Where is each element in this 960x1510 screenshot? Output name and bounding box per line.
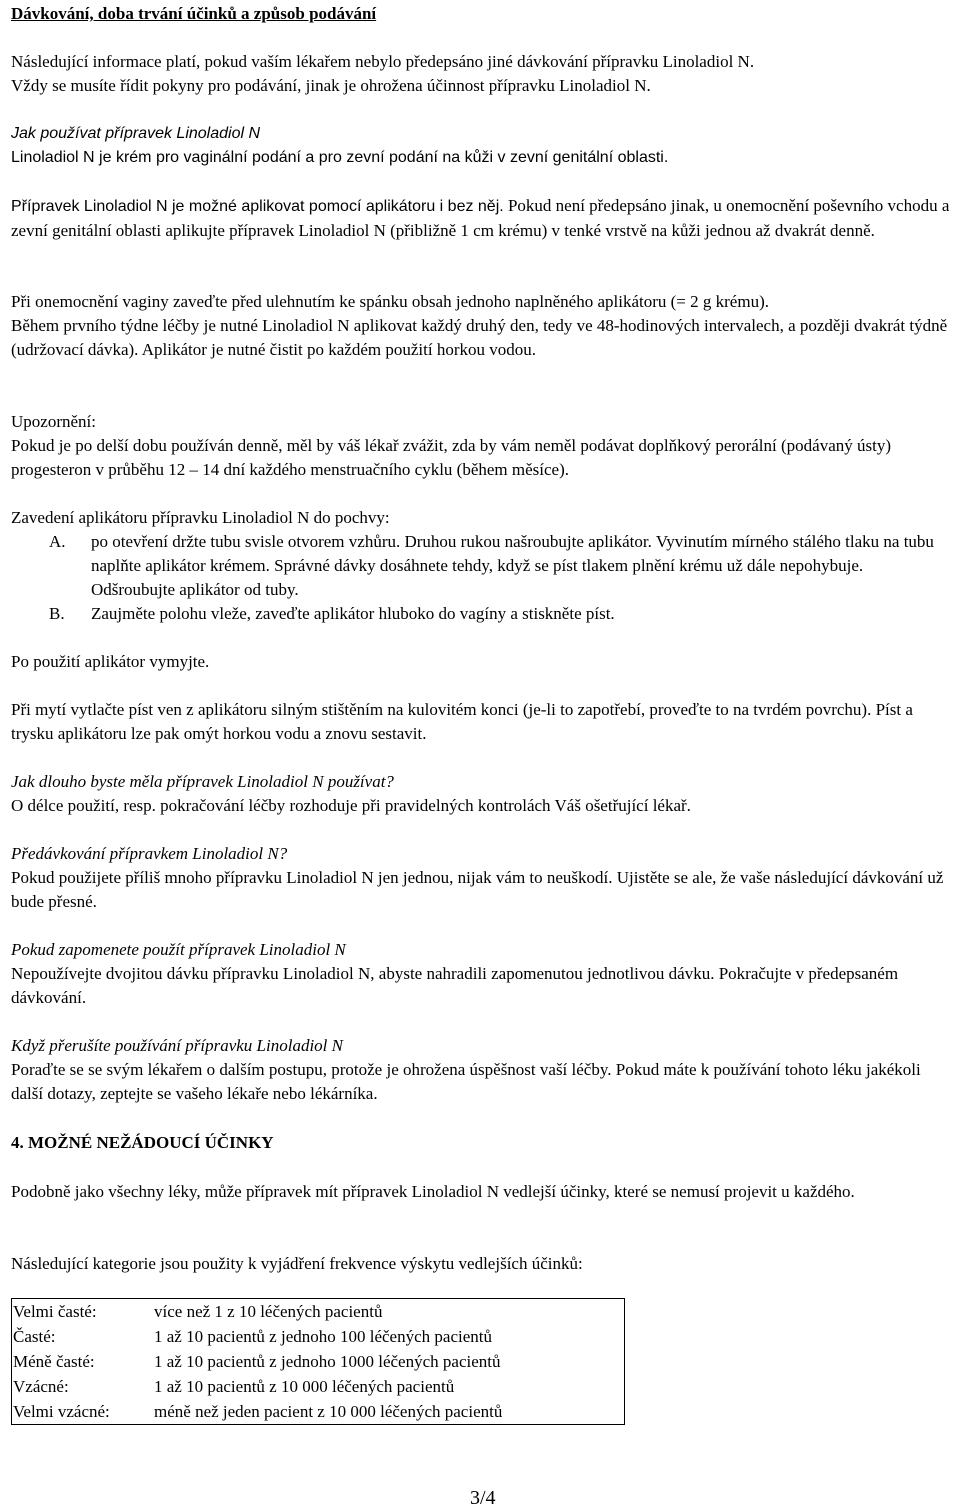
table-row [12,1324,625,1349]
freq-value: 1 až 10 pacientů z 10 000 léčených pacientů [154,1377,455,1396]
forgot-text: Nepoužívejte dvojitou dávku přípravku Linoladiol N, abyste nahradili zapomenutou jednotlivou dávku. Pokračujte v předepsaném dávkování. [11,964,899,1007]
frequency-table [11,1298,625,1425]
overdose-block [11,842,951,914]
insertion-step [11,602,951,626]
freq-label: Vzácné: [13,1377,69,1396]
duration-text: O délce použití, resp. pokračování léčby rozhoduje při pravidelných kontrolách Váš ošetřující lékař. [11,796,691,815]
applicator-sentence-1: Přípravek Linoladiol N je možné aplikovat pomocí aplikátoru i bez něj. [11,198,504,215]
how-to-use-heading: Jak používat přípravek Linoladiol N [11,125,261,142]
overdose-text: Pokud použijete příliš mnoho přípravku Linoladiol N jen jednou, nijak vám to neuškodí. Ujistěte se ale, že vaše následující dávkování už bude přesné. [11,868,944,911]
stop-heading: Když přerušíte používání přípravku Linoladiol N [11,1036,343,1055]
section-title: Dávkování, doba trvání účinků a způsob podávání [11,4,377,23]
page-number: 3/4 [470,1487,496,1509]
table-row [12,1299,625,1325]
insertion-block [11,506,951,626]
vagina-line-1: Při onemocnění vaginy zaveďte před ulehnutím ke spánku obsah jednoho naplněného aplikátoru (= 2 g krému). [11,292,769,311]
freq-value: méně než jeden pacient z 10 000 léčených pacientů [154,1402,503,1421]
step-text: Zaujměte polohu vleže, zaveďte aplikátor hluboko do vagíny a stiskněte píst. [91,604,615,623]
applicator-sentence-2: Pokud není předepsáno jinak, u onemocnění poševního vchodu a zevní genitální oblasti aplikujte přípravek Linoladiol N (přibližně 1 cm krému) v tenké vrstvě na kůži jednou až dvakrát denně. [11,196,950,240]
vagina-paragraph [11,290,951,362]
freq-label: Méně časté: [13,1352,95,1371]
forgot-heading: Pokud zapomenete použít přípravek Linoladiol N [11,940,346,959]
insertion-heading: Zavedení aplikátoru přípravku Linoladiol N do pochvy: [11,508,390,527]
duration-block [11,770,951,818]
after-use-text: Po použití aplikátor vymyjte. [11,652,210,671]
intro-line-1: Následující informace platí, pokud vaším lékařem nebylo předepsáno jiné dávkování přípravku Linoladiol N. [11,52,755,71]
overdose-heading: Předávkování přípravkem Linoladiol N? [11,844,288,863]
stop-text: Poraďte se se svým lékařem o dalším postupu, protože je ohrožena úspěšnost vaší léčby. Pokud máte k používání tohoto léku jakékoli další dotazy, zeptejte se vašeho lékaře nebo lékárníka. [11,1060,921,1103]
freq-label: Časté: [13,1327,56,1346]
insertion-steps [11,530,951,626]
freq-label: Velmi časté: [13,1302,97,1321]
section4-heading: 4. MOŽNÉ NEŽÁDOUCÍ ÚČINKY [11,1133,274,1152]
step-text: po otevření držte tubu svisle otvorem vzhůru. Druhou rukou našroubujte aplikátor. Vyvinutím mírného stálého tlaku na tubu naplňte aplikátor krémem. Správné dávky dosáhnete tehdy, když se píst tlakem plnění krému už dále nepohybuje. Odšroubujte aplikátor od tuby. [91,532,934,599]
section4-intro: Podobně jako všechny léky, může přípravek mít přípravek Linoladiol N vedlejší účinky, které se nemusí projevit u každého. [11,1182,855,1201]
how-to-use-block [11,122,951,170]
forgot-block [11,938,951,1010]
freq-label: Velmi vzácné: [13,1402,110,1421]
intro-line-2: Vždy se musíte řídit pokyny pro podávání, jinak je ohrožena účinnost přípravku Linoladiol N. [11,76,651,95]
step-marker: B. [49,604,65,623]
warning-heading: Upozornění: [11,412,96,431]
duration-heading: Jak dlouho byste měla přípravek Linoladiol N používat? [11,772,394,791]
applicator-paragraph [11,194,951,243]
vagina-rest: Během prvního týdne léčby je nutné Linoladiol N aplikovat každý druhý den, tedy ve 48-hodinových intervalech, a později dvakrát týdně (udržovací dávka). Aplikátor je nutné čistit po každém použití horkou vodou. [11,316,948,359]
washing-text: Při mytí vytlačte píst ven z aplikátoru silným stištěním na kulovitém konci (je-li to zapotřebí, proveďte to na tvrdém povrchu). Píst a trysku aplikátoru lze pak omýt horkou vodu a znovu sestavit. [11,700,913,743]
table-row [12,1349,625,1374]
stop-block [11,1034,951,1106]
freq-value: 1 až 10 pacientů z jednoho 100 léčených pacientů [154,1327,492,1346]
freq-value: více než 1 z 10 léčených pacientů [154,1302,383,1321]
freq-value: 1 až 10 pacientů z jednoho 1000 léčených pacientů [154,1352,501,1371]
table-row [12,1399,625,1425]
insertion-step [11,530,951,602]
warning-text: Pokud je po delší dobu používán denně, měl by váš lékař zvážit, zda by vám neměl podávat doplňkový perorální (podávaný ústy) progesteron v průběhu 12 – 14 dní každého menstruačního cyklu (během měsíce). [11,436,891,479]
how-to-use-text: Linoladiol N je krém pro vaginální podání a pro zevní podání na kůži v zevní genitální oblasti. [11,149,669,166]
table-row [12,1374,625,1399]
intro-paragraph [11,50,951,98]
step-marker: A. [49,532,66,551]
frequency-intro: Následující kategorie jsou použity k vyjádření frekvence výskytu vedlejších účinků: [11,1254,583,1273]
warning-block [11,410,951,482]
